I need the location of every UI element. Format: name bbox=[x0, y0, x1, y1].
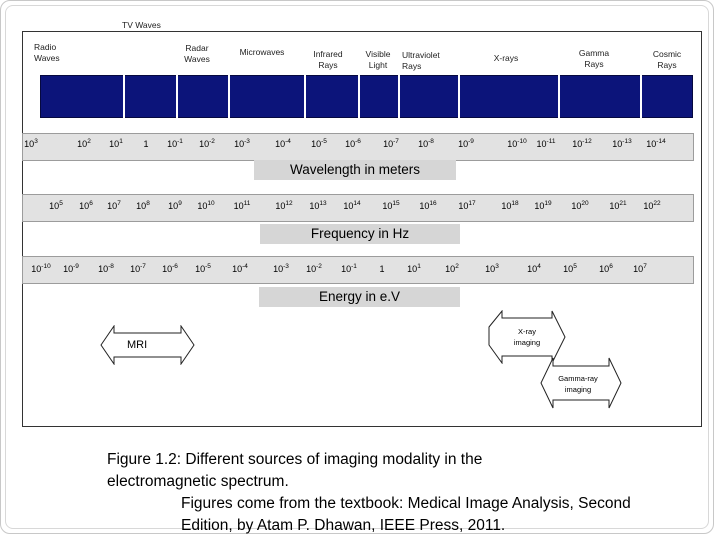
energy-tick-label bbox=[599, 264, 613, 274]
tick-base: 10 bbox=[167, 139, 178, 149]
band-label-radar: Radar Waves bbox=[184, 43, 210, 64]
tick-base: 10 bbox=[306, 264, 317, 274]
tick-base: 10 bbox=[232, 264, 243, 274]
tick-exponent: 15 bbox=[392, 200, 400, 207]
tick-exponent: 18 bbox=[511, 200, 519, 207]
tick-exponent: -5 bbox=[205, 263, 211, 270]
tick-base: 10 bbox=[77, 139, 88, 149]
tick-base: 10 bbox=[311, 139, 322, 149]
frequency-tick-label bbox=[79, 201, 93, 211]
tick-base: 10 bbox=[646, 139, 657, 149]
wavelength-tick-label bbox=[458, 139, 474, 149]
energy-scale-bar bbox=[22, 256, 694, 284]
tick-exponent: -14 bbox=[656, 138, 666, 145]
energy-tick-label bbox=[633, 264, 647, 274]
band-divider bbox=[640, 75, 642, 118]
tick-base: 10 bbox=[345, 139, 356, 149]
tick-exponent: 20 bbox=[581, 200, 589, 207]
energy-tick-label bbox=[485, 264, 499, 274]
tick-exponent: -2 bbox=[209, 138, 215, 145]
tick-base: 10 bbox=[31, 264, 42, 274]
energy-tick-label bbox=[31, 264, 50, 274]
tick-exponent: 3 bbox=[34, 138, 38, 145]
wavelength-tick-label bbox=[77, 139, 91, 149]
tick-exponent: 9 bbox=[178, 200, 182, 207]
band-divider bbox=[123, 75, 125, 118]
tick-exponent: -3 bbox=[244, 138, 250, 145]
band-label-cosmic: Cosmic Rays bbox=[652, 49, 682, 70]
tick-exponent: 3 bbox=[495, 263, 499, 270]
band-divider bbox=[176, 75, 178, 118]
frequency-tick-label bbox=[571, 201, 588, 211]
tick-base: 10 bbox=[309, 201, 320, 211]
energy-tick-label bbox=[445, 264, 459, 274]
frequency-tick-label bbox=[501, 201, 518, 211]
tick-base: 10 bbox=[458, 201, 469, 211]
tick-exponent: 13 bbox=[319, 200, 327, 207]
frequency-tick-label bbox=[275, 201, 292, 211]
tick-base: 1 bbox=[143, 139, 149, 149]
tick-base: 10 bbox=[458, 139, 469, 149]
band-label-xrays: X-rays bbox=[493, 53, 519, 63]
tick-exponent: 1 bbox=[417, 263, 421, 270]
tick-base: 10 bbox=[599, 264, 610, 274]
tick-base: 10 bbox=[534, 201, 545, 211]
tick-exponent: -8 bbox=[108, 263, 114, 270]
energy-caption: Energy in e.V bbox=[259, 287, 460, 307]
figure-caption-line-3: Figures come from the textbook: Medical Image Analysis, Second bbox=[181, 495, 631, 512]
frequency-tick-label bbox=[534, 201, 551, 211]
wavelength-tick-label bbox=[507, 139, 526, 149]
energy-tick-label bbox=[341, 264, 357, 274]
tick-base: 10 bbox=[107, 201, 118, 211]
tick-exponent: -6 bbox=[355, 138, 361, 145]
tick-base: 10 bbox=[63, 264, 74, 274]
frequency-tick-label bbox=[197, 201, 214, 211]
tick-exponent: -7 bbox=[140, 263, 146, 270]
wavelength-tick-label bbox=[646, 139, 665, 149]
frequency-tick-label bbox=[309, 201, 326, 211]
tick-exponent: 19 bbox=[544, 200, 552, 207]
frequency-tick-label bbox=[643, 201, 660, 211]
tick-base: 1 bbox=[379, 264, 385, 274]
tick-exponent: 5 bbox=[573, 263, 577, 270]
spectrum-bar bbox=[40, 75, 693, 118]
wavelength-tick-label bbox=[537, 139, 556, 149]
frequency-tick-label bbox=[136, 201, 150, 211]
gamma-label: Gamma-ray imaging bbox=[558, 374, 598, 394]
frequency-tick-label bbox=[343, 201, 360, 211]
tick-exponent: 2 bbox=[87, 138, 91, 145]
tick-exponent: -4 bbox=[285, 138, 291, 145]
tick-exponent: -9 bbox=[73, 263, 79, 270]
tick-exponent: 5 bbox=[59, 200, 63, 207]
tick-exponent: 6 bbox=[89, 200, 93, 207]
wavelength-tick-label bbox=[345, 139, 361, 149]
tick-base: 10 bbox=[382, 201, 393, 211]
tick-exponent: 22 bbox=[653, 200, 661, 207]
energy-tick-label bbox=[379, 264, 384, 274]
tick-exponent: -10 bbox=[41, 263, 51, 270]
tick-base: 10 bbox=[383, 139, 394, 149]
band-divider bbox=[558, 75, 560, 118]
wavelength-tick-label bbox=[143, 139, 148, 149]
tick-base: 10 bbox=[234, 139, 245, 149]
wavelength-tick-label bbox=[612, 139, 631, 149]
energy-tick-label bbox=[232, 264, 248, 274]
tick-base: 10 bbox=[195, 264, 206, 274]
frequency-tick-label bbox=[234, 201, 251, 211]
tick-exponent: -13 bbox=[622, 138, 632, 145]
frequency-tick-label bbox=[49, 201, 63, 211]
tick-base: 10 bbox=[485, 264, 496, 274]
tick-exponent: 7 bbox=[117, 200, 121, 207]
tick-exponent: 4 bbox=[537, 263, 541, 270]
frequency-tick-label bbox=[382, 201, 399, 211]
wavelength-tick-label bbox=[199, 139, 215, 149]
tick-exponent: -7 bbox=[393, 138, 399, 145]
tick-exponent: -1 bbox=[177, 138, 183, 145]
frequency-caption: Frequency in Hz bbox=[260, 224, 460, 244]
tick-base: 10 bbox=[501, 201, 512, 211]
tick-base: 10 bbox=[633, 264, 644, 274]
tick-exponent: 11 bbox=[243, 200, 251, 207]
tick-base: 10 bbox=[275, 139, 286, 149]
tick-base: 10 bbox=[343, 201, 354, 211]
figure-caption-line-4: Edition, by Atam P. Dhawan, IEEE Press, 2011. bbox=[181, 517, 506, 534]
tick-exponent: 1 bbox=[119, 138, 123, 145]
tick-exponent: 8 bbox=[146, 200, 150, 207]
tick-exponent: -12 bbox=[582, 138, 592, 145]
tick-base: 10 bbox=[418, 139, 429, 149]
tick-base: 10 bbox=[168, 201, 179, 211]
band-label-infrared: Infrared Rays bbox=[313, 49, 343, 70]
mri-label: MRI bbox=[127, 339, 148, 351]
band-divider bbox=[458, 75, 460, 118]
tick-exponent: -8 bbox=[428, 138, 434, 145]
frequency-tick-label bbox=[107, 201, 121, 211]
tick-base: 10 bbox=[407, 264, 418, 274]
tick-base: 10 bbox=[136, 201, 147, 211]
energy-tick-label bbox=[306, 264, 322, 274]
tick-exponent: 16 bbox=[429, 200, 437, 207]
frequency-tick-label bbox=[609, 201, 626, 211]
tick-base: 10 bbox=[341, 264, 352, 274]
band-divider bbox=[304, 75, 306, 118]
energy-tick-label bbox=[273, 264, 289, 274]
energy-tick-label bbox=[527, 264, 541, 274]
band-label-radio: Radio Waves bbox=[34, 42, 60, 63]
energy-tick-label bbox=[195, 264, 211, 274]
wavelength-tick-label bbox=[418, 139, 434, 149]
tick-exponent: 14 bbox=[353, 200, 361, 207]
tick-exponent: 12 bbox=[285, 200, 293, 207]
figure-caption-line-2: electromagnetic spectrum. bbox=[107, 473, 289, 490]
energy-tick-label bbox=[98, 264, 114, 274]
tick-base: 10 bbox=[233, 201, 244, 211]
tick-exponent: 2 bbox=[455, 263, 459, 270]
tick-base: 10 bbox=[536, 139, 547, 149]
wavelength-tick-label bbox=[572, 139, 591, 149]
figure-caption-line-1: Figure 1.2: Different sources of imaging modality in the bbox=[107, 451, 483, 468]
wavelength-tick-label bbox=[311, 139, 327, 149]
tick-exponent: -9 bbox=[468, 138, 474, 145]
frequency-tick-label bbox=[419, 201, 436, 211]
tick-exponent: 7 bbox=[643, 263, 647, 270]
band-divider bbox=[228, 75, 230, 118]
tick-exponent: 6 bbox=[609, 263, 613, 270]
band-divider bbox=[398, 75, 400, 118]
tick-exponent: -1 bbox=[351, 263, 357, 270]
wavelength-caption: Wavelength in meters bbox=[254, 160, 456, 180]
xray-label: X-ray imaging bbox=[513, 327, 541, 347]
band-label-microwaves: Microwaves bbox=[239, 47, 285, 57]
frequency-tick-label bbox=[168, 201, 182, 211]
tick-base: 10 bbox=[609, 201, 620, 211]
tick-base: 10 bbox=[162, 264, 173, 274]
tick-base: 10 bbox=[612, 139, 623, 149]
energy-tick-label bbox=[63, 264, 79, 274]
tick-exponent: -10 bbox=[517, 138, 527, 145]
energy-tick-label bbox=[130, 264, 146, 274]
frequency-tick-label bbox=[458, 201, 475, 211]
tick-exponent: 21 bbox=[619, 200, 627, 207]
wavelength-tick-label bbox=[234, 139, 250, 149]
tick-base: 10 bbox=[572, 139, 583, 149]
band-label-gamma: Gamma Rays bbox=[578, 48, 610, 69]
energy-tick-label bbox=[162, 264, 178, 274]
tick-exponent: -4 bbox=[242, 263, 248, 270]
tick-base: 10 bbox=[79, 201, 90, 211]
wavelength-tick-label bbox=[167, 139, 183, 149]
wavelength-tick-label bbox=[383, 139, 399, 149]
tick-base: 10 bbox=[563, 264, 574, 274]
band-label-ultraviolet: Ultraviolet Rays bbox=[402, 50, 440, 71]
tick-base: 10 bbox=[571, 201, 582, 211]
band-label-visible: Visible Light bbox=[365, 49, 391, 70]
tick-base: 10 bbox=[109, 139, 120, 149]
tick-base: 10 bbox=[275, 201, 286, 211]
tick-base: 10 bbox=[419, 201, 430, 211]
tick-base: 10 bbox=[445, 264, 456, 274]
tick-base: 10 bbox=[273, 264, 284, 274]
tick-base: 10 bbox=[643, 201, 654, 211]
tick-base: 10 bbox=[197, 201, 208, 211]
tick-base: 10 bbox=[199, 139, 210, 149]
tick-exponent: 10 bbox=[207, 200, 215, 207]
wavelength-tick-label bbox=[109, 139, 123, 149]
tick-exponent: -3 bbox=[283, 263, 289, 270]
tick-base: 10 bbox=[98, 264, 109, 274]
wavelength-tick-label bbox=[24, 139, 38, 149]
tick-exponent: -11 bbox=[546, 138, 556, 145]
band-divider bbox=[358, 75, 360, 118]
tick-base: 10 bbox=[49, 201, 60, 211]
tick-exponent: 17 bbox=[468, 200, 476, 207]
energy-tick-label bbox=[563, 264, 577, 274]
energy-tick-label bbox=[407, 264, 421, 274]
tick-base: 10 bbox=[527, 264, 538, 274]
tick-exponent: -6 bbox=[172, 263, 178, 270]
wavelength-tick-label bbox=[275, 139, 291, 149]
tick-exponent: -5 bbox=[321, 138, 327, 145]
tick-base: 10 bbox=[507, 139, 518, 149]
tick-exponent: -2 bbox=[316, 263, 322, 270]
tick-base: 10 bbox=[24, 139, 35, 149]
tick-base: 10 bbox=[130, 264, 141, 274]
band-label-tv: TV Waves bbox=[122, 20, 161, 30]
